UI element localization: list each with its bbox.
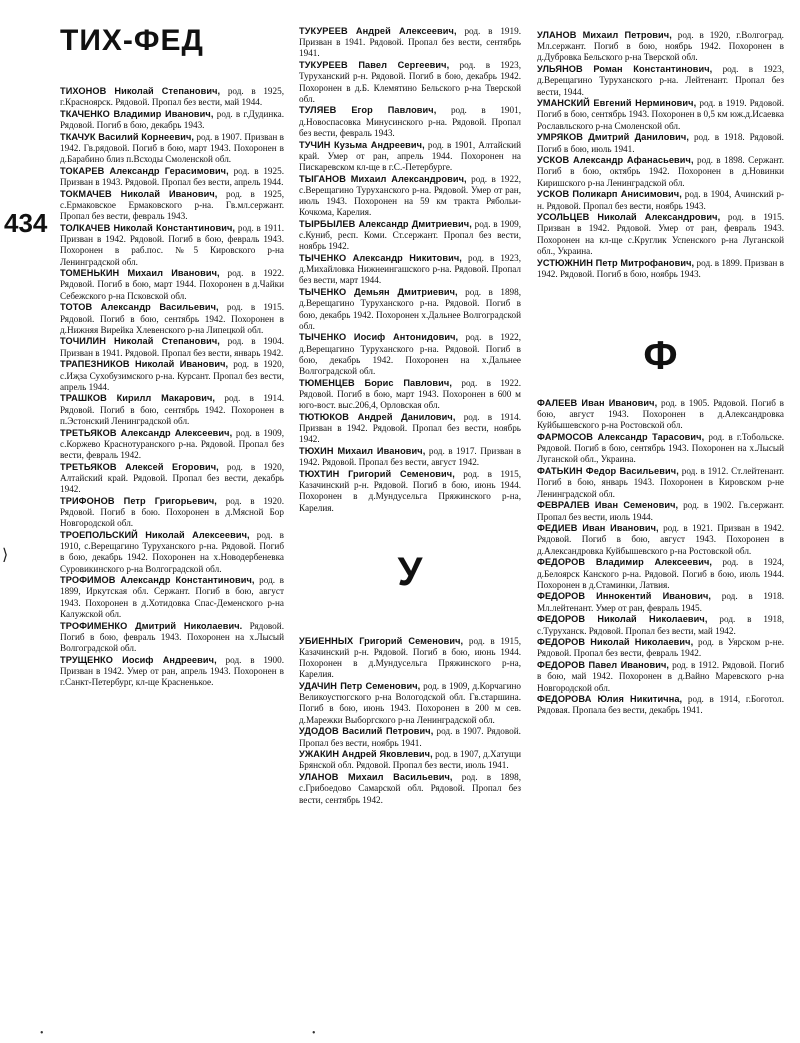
entry-text: род. в 1920, Алтайский край. Рядовой. Пропал без вести, декабрь 1942.	[60, 461, 285, 495]
entry	[299, 446, 521, 468]
entry-text: род. в 1904. Призван в 1941. Рядовой. Пропал без вести, январь 1942.	[60, 336, 285, 358]
entry-name: ТЫЧЕНКО Демьян Дмитриевич,	[299, 287, 458, 298]
entry	[537, 432, 784, 466]
column-1	[60, 86, 284, 689]
entry	[537, 694, 784, 716]
entry-text: род. в 1909, с.Куниб, респ. Коми. Ст.сержант. Пропал без вести, ноябрь 1942.	[299, 218, 522, 252]
entry-text: Рядовой. Погиб в бою, февраль 1943. Похоронен на х.Лысый Волгоградской обл.	[60, 620, 284, 653]
entry	[537, 30, 784, 64]
entry-name: ФЕДИЕВ Иван Иванович,	[537, 523, 659, 534]
entry-name: ФАРМОСОВ Александр Тарасович,	[537, 432, 705, 443]
entry-name: УДАЧИН Петр Семенович,	[299, 681, 421, 692]
entry-text: род. в 1907, д.Хатущи Брянской обл. Рядовой. Пропал без вести, июль 1941.	[299, 749, 521, 771]
entry-text: род. в 1921. Призван в 1942. Рядовой. Погиб в бою, август 1943. Похоронен в д.Александровка Куйбышевского р-на Ростовской обл.	[537, 523, 784, 556]
entry	[60, 109, 284, 131]
entry-name: ФАТЬКИН Федор Васильевич,	[537, 466, 679, 477]
entry	[60, 86, 284, 108]
entry-text: род. в 1904, Ачинский р-н. Рядовой. Пропал без вести, ноябрь 1943.	[537, 189, 785, 211]
entry	[299, 332, 521, 377]
entry-text: род. в г.Дудинка. Рядовой. Погиб в бою, декабрь 1943.	[60, 108, 285, 131]
entry	[537, 637, 784, 659]
entry-text: род. в 1920. Рядовой. Погиб в бою. Похоронен в д.Мясной Бор Новгородской обл.	[60, 495, 285, 529]
entry-name: ТЫГАНОВ Михаил Александрович,	[299, 173, 467, 184]
entry-name: ТУЧИН Кузьма Андреевич,	[299, 139, 425, 150]
entry	[537, 132, 784, 154]
entry	[60, 462, 284, 496]
entry	[60, 268, 284, 302]
entry-text: род. в 1912. Ст.лейтенант. Погиб в бою, январь 1943. Похоронен в Кировском р-не Ленинградской обл.	[537, 466, 785, 499]
entry	[537, 466, 784, 500]
entry-text: род. в 1905. Рядовой. Погиб в бою, август 1943. Похоронен в д.Александровка Куйбышевского р-на Ростовской обл.	[537, 397, 785, 431]
entry-text: род. в 1907. Призван в 1942. Гв.рядовой. Погиб в бою, март 1943. Похоронен в д.Барабино близ п.Всходы Смоленской обл.	[60, 131, 284, 165]
entry	[60, 302, 284, 336]
entry	[299, 636, 521, 681]
entry-text: род. в 1901, д.Новоспасовка Минусинского р-на. Рядовой. Пропал без вести, февраль 1943.	[299, 105, 521, 138]
entry-text: род. в 1922, д.Верещагино Туруханского р-на. Рядовой. Погиб в бою, декабрь 1942. Похоронен на х.Дальнее Волгоградской обл.	[299, 332, 522, 377]
entry-text: род. в 1899, Иркутская обл. Сержант. Погиб в бою, август 1943. Похоронен в д.Хотидовка Спас-Деменского р-на Калужской обл.	[60, 575, 285, 619]
entry-text: род. в 1922, с.Верещагино Туруханского р-на. Рядовой. Умер от ран, июль 1943. Похоронен на 59 км тракта Рябольи-Кочкома, Карелия.	[299, 173, 522, 218]
entry-name: УБИЕННЫХ Григорий Семенович,	[299, 635, 464, 646]
entry-text: род. в 1923, Туруханский р-н. Рядовой. Погиб в бою, декабрь 1942. Похоронен в д.Б. Клемятино Бельского р-на Тверской обл.	[299, 60, 521, 104]
entry	[60, 166, 284, 188]
entry-name: ТРАПЕЗНИКОВ Николай Иванович,	[60, 359, 229, 370]
entry	[299, 174, 521, 219]
entry-name: ФЕДОРОВ Иннокентий Иванович,	[537, 591, 712, 602]
entry	[60, 575, 284, 620]
entry	[299, 378, 521, 412]
entries-u-continued	[537, 30, 784, 280]
entry-name: ТОМЕНЬКИН Михаил Иванович,	[60, 268, 220, 279]
entry	[60, 428, 284, 462]
entry-text: род. в 1925. Призван в 1943. Рядовой. Пропал без вести, апрель 1944.	[60, 165, 285, 188]
section-letter-f: Ф	[643, 333, 678, 378]
entry-name: ТРЕТЬЯКОВ Александр Алексеевич,	[60, 427, 233, 438]
entry-name: УЛЬЯНОВ Роман Константинович,	[537, 64, 713, 75]
entry-text: род. в 1914, г.Боготол. Рядовая. Пропала без вести, декабрь 1941.	[537, 694, 785, 716]
entry	[299, 253, 521, 287]
entries-f	[537, 398, 784, 717]
entry-name: ТЮХИН Михаил Иванович,	[299, 446, 426, 457]
entry-name: УЖАКИН Андрей Яковлевич,	[299, 749, 433, 760]
entries-t	[299, 26, 521, 514]
entry-text: род. в 1919. Призван в 1941. Рядовой. Пропал без вести, сентябрь 1941.	[299, 26, 521, 59]
entry-text: род. в 1918. Рядовой. Погиб в бою, июль 1941.	[537, 132, 784, 154]
entry-text: род. в 1925, с.Ермаковское Ермаковского р-на. Гв.мл.сержант. Пропал без вести, февраль 1943.	[60, 188, 285, 222]
entry-text: род. в 1911. Призван в 1942. Рядовой. Погиб в бою, февраль 1943. Похоронен в раб.пос. №5 Кировского р-на Ленинградской обл.	[60, 222, 285, 267]
entry-name: ТРУЩЕНКО Иосиф Андреевич,	[60, 654, 217, 665]
entry-text: род. в 1899. Призван в 1942. Рядовой. Погиб в бою, ноябрь 1943.	[537, 257, 785, 279]
entry	[537, 660, 784, 694]
column-2	[299, 26, 521, 806]
entry-name: ФЕДОРОВ Николай Николаевич,	[537, 614, 708, 625]
entry	[299, 749, 521, 771]
entry-name: ТОТОВ Александр Васильевич,	[60, 302, 219, 313]
entry-text: род. в 1909, с.Коржево Краснотуранского р-на. Рядовой. Пропал без вести, февраль 1942.	[60, 427, 284, 460]
entry-text: род. в 1922. Рядовой. Погиб в бою, март 1944. Похоронен в д.Чайки Себежского р-на Псковской обл.	[60, 268, 284, 301]
entry-name: ТРИФОНОВ Петр Григорьевич,	[60, 495, 217, 506]
entry-text: род. в 1917. Призван в 1942. Рядовой. Пропал без вести, август 1942.	[299, 446, 522, 468]
entry	[537, 258, 784, 280]
entry	[537, 500, 784, 522]
entry	[299, 60, 521, 105]
entry-name: ФЕДОРОВА Юлия Никитична,	[537, 694, 683, 705]
bottom-dot-mark: •	[40, 1028, 44, 1039]
entry-text: род. в 1910, с.Верещагино Туруханского р-на. Рядовой. Погиб в бою, декабрь 1942. Похоронен на х.Новодербеневка Суровикинского р-на Волгоградской обл.	[60, 529, 284, 574]
entry-text: род. в 1898. Сержант. Погиб в бою, октябрь 1942. Похоронен в д.Новинки Киришского р-на Ленинградской обл.	[537, 155, 784, 188]
entry	[60, 359, 284, 393]
entry	[299, 287, 521, 332]
entry-name: ТРОФИМОВ Александр Константинович,	[60, 575, 255, 586]
entry-name: ТЫРБЫЛЕВ Александр Дмитриевич,	[299, 218, 472, 229]
entry-name: ФЕДОРОВ Николай Николаевич,	[537, 637, 694, 648]
entry	[60, 655, 284, 689]
entry	[299, 469, 521, 514]
entry-text: род. в 1924, д.Белоярск Канского р-на. Рядовой. Погиб в бою, июль 1944. Похоронен в д.Стаминки, Латвия.	[537, 557, 785, 590]
entry	[299, 726, 521, 748]
entry-name: УМАНСКИЙ Евгений Нерминович,	[537, 98, 697, 109]
entry-name: ТЮТЮКОВ Андрей Данилович,	[299, 411, 456, 422]
entry-name: ТКАЧУК Василий Корнеевич,	[60, 131, 195, 142]
entry	[60, 223, 284, 268]
entry-text: род. в 1919. Рядовой. Погиб в бою, сентябрь 1943. Похоронен в 0,5 км юж.д.Исаевка Рославльского р-на Смоленской обл.	[537, 98, 785, 131]
entry	[299, 772, 521, 806]
entry-text: род. в 1920, г.Волгоград. Мл.сержант. Погиб в бою, ноябрь 1942. Похоронен в д.Дубровка Бельского р-на Тверской обл.	[537, 30, 784, 63]
entry-name: ФАЛЕЕВ Иван Иванович,	[537, 397, 658, 408]
entry-name: ТРАШКОВ Кирилл Макарович,	[60, 393, 216, 404]
entry	[60, 621, 284, 655]
section-letter-u: У	[397, 549, 423, 594]
entry-name: ТУЛЯЕВ Егор Павлович,	[299, 105, 437, 116]
entry	[60, 189, 284, 223]
entry-name: ТРОФИМЕНКО Дмитрий Николаевич.	[60, 620, 243, 631]
entry-name: УСКОВ Поликарп Анисимович,	[537, 189, 682, 200]
entry-name: УДОДОВ Василий Петрович,	[299, 726, 434, 737]
entry	[299, 412, 521, 446]
entry	[299, 681, 521, 726]
entry-name: ТОЧИЛИН Николай Степанович,	[60, 336, 220, 347]
entry-name: УСОЛЬЦЕВ Николай Александрович,	[537, 212, 721, 223]
entry	[299, 219, 521, 253]
entry-text: род. в Уярском р-не. Рядовой. Пропал без вести, февраль 1942.	[537, 637, 785, 659]
entries-u	[299, 636, 521, 806]
entry-name: УМРЯКОВ Дмитрий Данилович,	[537, 132, 689, 143]
entry-name: ТРОЕПОЛЬСКИЙ Николай Алексеевич,	[60, 529, 250, 540]
entry-text: род. в 1923, д.Верещагино Туруханского р-на. Лейтенант. Пропал без вести, 1944.	[537, 64, 785, 97]
entry-text: род. в 1925, г.Красноярск. Рядовой. Пропал без вести, май 1944.	[60, 86, 285, 108]
entry	[60, 393, 284, 427]
entry	[537, 523, 784, 557]
entry-name: ТРЕТЬЯКОВ Алексей Егорович,	[60, 461, 219, 472]
entry-name: ТИХОНОВ Николай Степанович,	[60, 86, 221, 96]
entry-text: род. в 1915. Призван в 1942. Рядовой. Умер от ран, февраль 1943. Похоронен на кл-ще с.Круглик Успенского р-на Луганской обл., Украина.	[537, 212, 784, 256]
entry	[537, 155, 784, 189]
entry-text: род. в 1909, д.Корчагино Великоустюгского р-на Вологодской обл. Гв.старшина. Погиб в бою, июнь 1943. Похоронен в 200 м сев. д.Марежки Выборгского р-на Ленинградской обл.	[299, 681, 521, 725]
entry-text: род. в 1922. Рядовой. Погиб в бою, март 1943. Похоронен в 600 м юго-вост. выс.206,4, Орловская обл.	[299, 377, 521, 411]
entry-name: УСТЮЖНИН Петр Митрофанович,	[537, 257, 695, 268]
entry-name: ТЮХТИН Григорий Семенович,	[299, 468, 455, 479]
entry-text: род. в 1915. Рядовой. Погиб в бою, сентябрь 1942. Похоронен в д.Нижняя Вирейка Хлевенского р-на Липецкой обл.	[60, 302, 285, 335]
entry	[537, 557, 784, 591]
entry	[537, 98, 784, 132]
entry	[60, 530, 284, 575]
entry-name: ТОКМАЧЕВ Николай Иванович,	[60, 188, 218, 199]
entry	[537, 591, 784, 613]
entry-name: ФЕВРАЛЕВ Иван Семенович,	[537, 500, 679, 511]
running-head: ТИХ-ФЕД	[60, 24, 204, 57]
bottom-dot-mark: •	[312, 1028, 316, 1039]
column-3	[537, 30, 784, 717]
page-number: 434	[4, 208, 48, 238]
entry-text: род. в 1915, Казачинский р-н. Рядовой. Погиб в бою, июнь 1944. Похоронен в д.Мундусельга Пряжинского р-на, Карелия.	[299, 635, 521, 680]
entry-text: род. в 1912. Рядовой. Погиб в бою, май 1942. Похоронен в д.Вайно Маревского р-на Новгородской обл.	[537, 660, 785, 693]
entry	[60, 132, 284, 166]
entry	[60, 496, 284, 530]
entry-name: УЛАНОВ Михаил Петрович,	[537, 30, 672, 40]
entry-name: ТУКУРЕЕВ Павел Сергеевич,	[299, 60, 450, 71]
entry-name: УЛАНОВ Михаил Васильевич,	[299, 772, 453, 783]
entry-text: род. в 1914. Призван в 1942. Рядовой. Пропал без вести, ноябрь 1942.	[299, 411, 522, 445]
entry-text: род. в 1918. Мл.лейтенант. Умер от ран, февраль 1945.	[537, 591, 785, 613]
entry-text: род. в 1923, д.Михайловка Нижнеингашского р-на. Рядовой. Пропал без вести, март 1944.	[299, 253, 521, 286]
entry	[537, 64, 784, 98]
entry-text: род. в 1898, д.Верещагино Туруханского р-на. Рядовой. Погиб в бою, декабрь 1942. Похоронен х.Дальнее Волгоградской обл.	[299, 287, 522, 331]
entry-name: ТЫЧЕНКО Александр Никитович,	[299, 253, 462, 264]
entry	[537, 189, 784, 211]
entry-name: ФЕДОРОВ Владимир Алексеевич,	[537, 557, 713, 568]
entry-name: ТЫЧЕНКО Иосиф Антонидович,	[299, 332, 459, 343]
entry-name: ТКАЧЕНКО Владимир Иванович,	[60, 108, 214, 119]
entry	[537, 212, 784, 257]
entry-text: род. в 1920, с.Иҗза Сухобузимского р-на. Курсант. Пропал без вести, апрель 1944.	[60, 359, 285, 392]
entry-text: род. в 1914. Рядовой. Погиб в бою, сентябрь 1942. Похоронен в п.Эстонский Ленинградской обл.	[60, 393, 284, 426]
entry	[537, 398, 784, 432]
entry-text: род. в 1915, Казачинский р-н. Рядовой. Погиб в бою, июнь 1944. Похоронен в д.Мундусельга Пряжинского р-на, Карелия.	[299, 468, 522, 513]
entry	[537, 614, 784, 636]
entry-text: род. в г.Тобольске. Рядовой. Погиб в бою, сентябрь 1943. Похоронен на х.Лысый Луганской обл., Украина.	[537, 432, 784, 465]
entry	[299, 105, 521, 139]
entry-name: ТОЛКАЧЕВ Николай Константинович,	[60, 222, 236, 233]
entry-text: род. в 1898, с.Грибоедово Самарской обл. Рядовой. Пропал без вести, сентябрь 1942.	[299, 772, 521, 805]
entry	[60, 336, 284, 358]
entry-name: ТУКУРЕЕВ Андрей Алексеевич,	[299, 26, 457, 36]
entry-text: род. в 1901, Алтайский край. Умер от ран, апрель 1944. Похоронен на Пискаревском кл-ще в г.С.-Петербурге.	[299, 139, 521, 172]
entry-name: УСКОВ Александр Афанасьевич,	[537, 155, 694, 166]
margin-scribble-mark: ⟩	[2, 547, 9, 564]
entry-text: род. в 1900. Призван в 1942. Умер от ран, апрель 1943. Похоронен в г.Санкт-Петербург, кл-ще Красненькое.	[60, 654, 285, 688]
entry-name: ТЮМЕНЦЕВ Борис Павлович,	[299, 377, 452, 388]
entry-text: род. в 1918, с.Туруханск. Рядовой. Пропал без вести, май 1942.	[537, 614, 785, 636]
entry	[299, 140, 521, 174]
entry-name: ФЕДОРОВ Павел Иванович,	[537, 660, 670, 671]
entry-text: род. в 1907. Рядовой. Пропал без вести, ноябрь 1941.	[299, 726, 521, 748]
entry-name: ТОКАРЕВ Александр Герасимович,	[60, 165, 229, 176]
entry-text: род. в 1902. Гв.сержант. Пропал без вести, июль 1944.	[537, 500, 785, 522]
entry	[299, 26, 521, 60]
